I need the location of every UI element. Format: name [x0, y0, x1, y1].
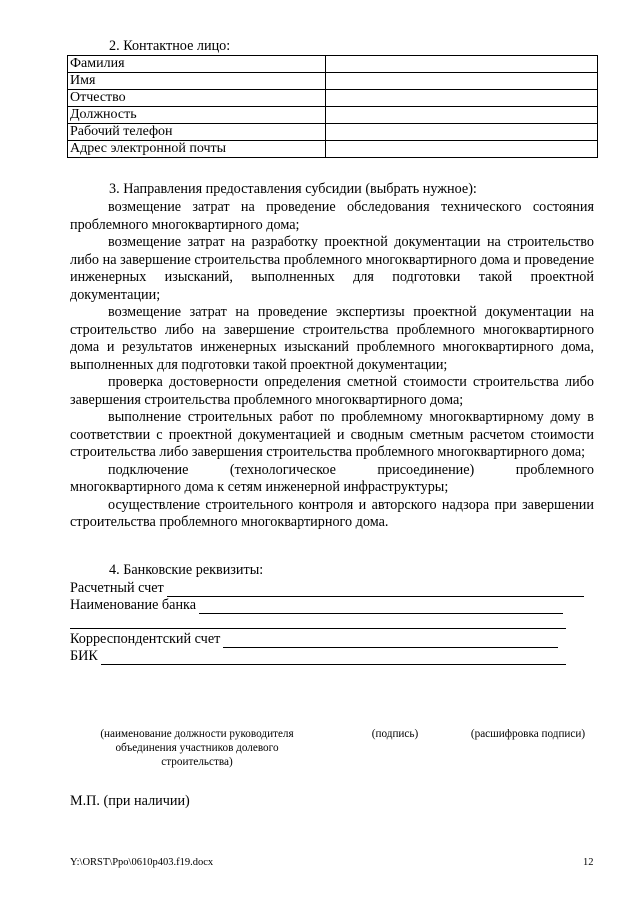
table-cell-label: Адрес электронной почты	[68, 141, 326, 158]
subsidy-heading: 3. Направления предоставления субсидии (выбрать нужное):	[109, 181, 477, 197]
table-cell-label: Должность	[68, 107, 326, 124]
page-number: 12	[583, 857, 594, 868]
bik-label: БИК	[70, 648, 98, 664]
table-row	[68, 141, 598, 158]
contact-table	[67, 55, 598, 158]
table-row	[68, 107, 598, 124]
subsidy-item: выполнение строительных работ по проблемному многоквартирному дому в соответствии с проектной документацией и сводным сметным расчетом стоимости строительства либо завершения строительства проблемного многоквартирного дома;	[70, 409, 594, 460]
signature-caption: (подпись)	[371, 728, 419, 740]
account-row	[70, 580, 584, 597]
bank-name-field[interactable]	[199, 598, 563, 614]
table-cell-value[interactable]	[326, 141, 598, 158]
table-row	[68, 56, 598, 73]
table-cell-value[interactable]	[326, 73, 598, 90]
table-cell-value[interactable]	[326, 56, 598, 73]
bank-name-continuation-line[interactable]	[70, 628, 566, 629]
bank-heading: 4. Банковские реквизиты:	[109, 562, 264, 578]
bank-name-label: Наименование банка	[70, 597, 197, 613]
table-cell-value[interactable]	[326, 124, 598, 141]
subsidy-list	[70, 199, 594, 532]
position-caption-line: объединения участников долевого	[115, 742, 279, 754]
account-field[interactable]	[167, 581, 584, 597]
table-cell-value[interactable]	[326, 107, 598, 124]
table-row	[68, 90, 598, 107]
position-caption-line: (наименование должности руководителя	[100, 728, 294, 740]
table-row	[68, 124, 598, 141]
bik-row	[70, 648, 566, 665]
stamp-label: М.П. (при наличии)	[70, 793, 190, 809]
position-caption-line: строительства)	[161, 756, 233, 768]
table-cell-label: Отчество	[68, 90, 326, 107]
bik-field[interactable]	[101, 649, 566, 665]
subsidy-item: возмещение затрат на проведение обследования технического состояния проблемного многоквартирного дома;	[70, 199, 594, 233]
subsidy-item: подключение (технологическое присоединение) проблемного многоквартирного дома к сетям инженерной инфраструктуры;	[70, 461, 594, 495]
table-row	[68, 73, 598, 90]
table-cell-label: Имя	[68, 73, 326, 90]
subsidy-item: осуществление строительного контроля и авторского надзора при завершении строительства проблемного многоквартирного дома.	[70, 496, 594, 530]
table-cell-value[interactable]	[326, 90, 598, 107]
signature-decode-caption: (расшифровка подписи)	[470, 728, 586, 740]
bank-name-row	[70, 597, 563, 614]
corr-account-row	[70, 631, 558, 648]
contact-heading: 2. Контактное лицо:	[109, 38, 231, 54]
corr-account-field[interactable]	[223, 632, 558, 648]
corr-account-label: Корреспондентский счет	[70, 631, 221, 647]
table-cell-label: Фамилия	[68, 56, 326, 73]
table-cell-label: Рабочий телефон	[68, 124, 326, 141]
footer-file-path: Y:\ORST\Ppo\0610p403.f19.docx	[70, 857, 214, 868]
subsidy-item: возмещение затрат на разработку проектной документации на строительство либо на завершение строительства проблемного многоквартирного дома и проведение инженерных изысканий, выполненных для подготовки такой проектной документации;	[70, 234, 594, 303]
subsidy-item: возмещение затрат на проведение экспертизы проектной документации на строительство либо на завершение строительства проблемного многоквартирного дома и результатов инженерных изысканий проблемного многоквартирного дома, выполненных для подготовки такой проектной документации;	[70, 304, 594, 373]
position-caption	[86, 727, 308, 769]
account-label: Расчетный счет	[70, 580, 164, 596]
subsidy-item: проверка достоверности определения сметной стоимости строительства либо завершения строительства проблемного многоквартирного дома;	[70, 374, 594, 408]
